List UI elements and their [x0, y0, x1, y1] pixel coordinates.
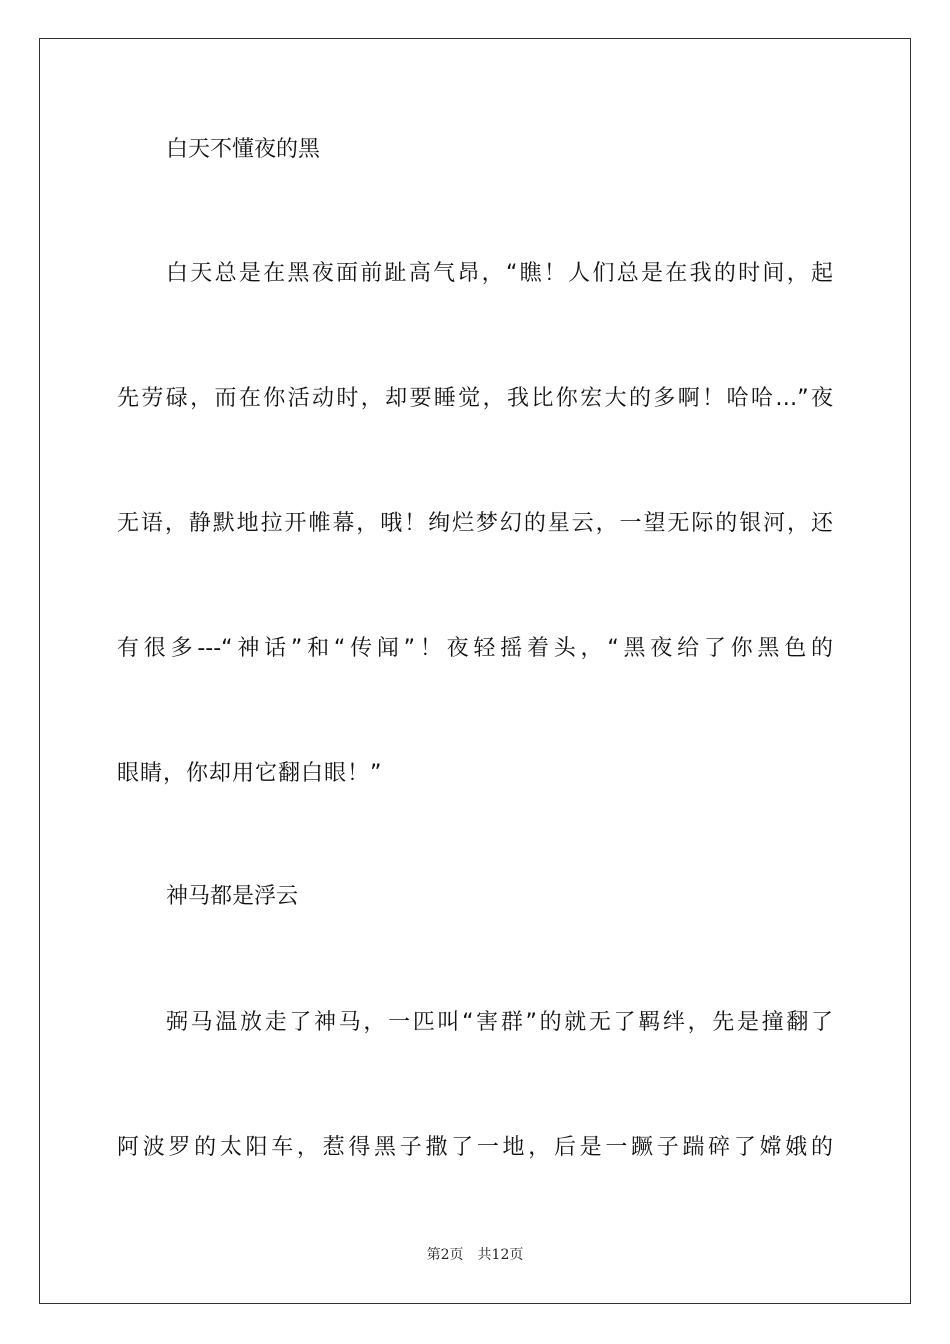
- paragraph-line: 白天总是在黑夜面前趾高气昂，“瞧！人们总是在我的时间，起: [166, 261, 833, 286]
- page-border: [39, 38, 911, 1304]
- paragraph-line: 先劳碌，而在你活动时，却要睡觉，我比你宏大的多啊！哈哈…”夜: [117, 386, 833, 411]
- paragraph-line: 阿波罗的太阳车，惹得黑子撒了一地，后是一蹶子踹碎了嫦娥的: [117, 1135, 833, 1160]
- paragraph-line: 无语，静默地拉开帷幕，哦！绚烂梦幻的星云，一望无际的银河，还: [117, 511, 833, 536]
- paragraph-line: 眼睛，你却用它翻白眼！”: [117, 761, 383, 786]
- section-title-2: 神马都是浮云: [166, 884, 299, 909]
- paragraph-line: 有很多---“神话”和“传闻”！夜轻摇着头，“黑夜给了你黑色的: [117, 636, 833, 661]
- page-footer: 第2页 共12页: [426, 1247, 524, 1263]
- section-title-1: 白天不懂夜的黑: [166, 137, 321, 162]
- paragraph-line: 弼马温放走了神马，一匹叫“害群”的就无了羁绊，先是撞翻了: [166, 1010, 834, 1035]
